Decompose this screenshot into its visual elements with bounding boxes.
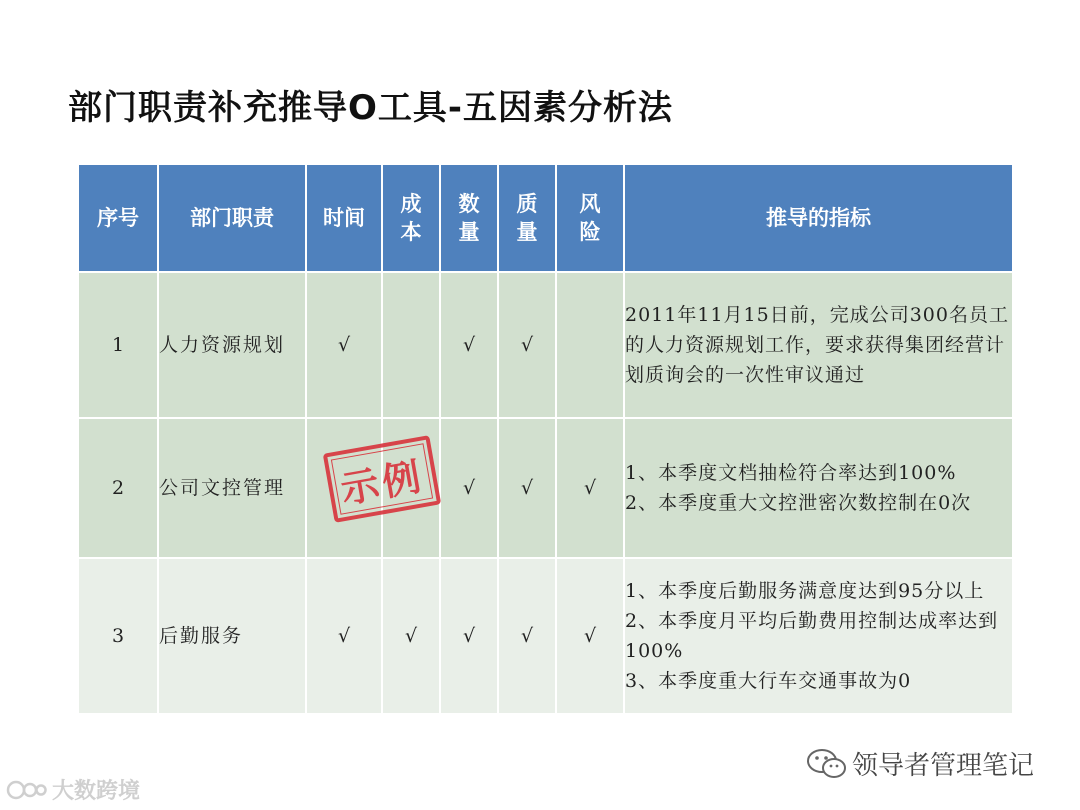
row-indicator bbox=[624, 418, 1013, 558]
row-indicator bbox=[624, 558, 1013, 714]
header-risk bbox=[556, 164, 624, 272]
check-risk bbox=[556, 272, 624, 418]
five-factor-table bbox=[77, 163, 1014, 715]
row-duty: 公司文控管理 bbox=[158, 418, 306, 558]
check-quantity: √ bbox=[440, 418, 498, 558]
check-time: √ bbox=[306, 558, 382, 714]
page-title: 部门职责补充推导O工具-五因素分析法 bbox=[68, 88, 674, 128]
example-stamp: 示例 bbox=[323, 435, 442, 523]
row-duty: 人力资源规划 bbox=[158, 272, 306, 418]
check-quantity: √ bbox=[440, 272, 498, 418]
corner-logo-icon bbox=[6, 777, 48, 803]
indicator-line: 2、本季度重大文控泄密次数控制在0次 bbox=[625, 492, 972, 514]
header-risk-label: 风险 bbox=[579, 192, 601, 244]
wechat-watermark bbox=[806, 745, 1034, 782]
check-cost: √ bbox=[382, 558, 440, 714]
check-quality: √ bbox=[498, 558, 556, 714]
corner-watermark bbox=[6, 774, 140, 805]
header-duty: 部门职责 bbox=[158, 164, 306, 272]
row-number: 2 bbox=[78, 418, 158, 558]
header-quantity bbox=[440, 164, 498, 272]
table-row bbox=[78, 272, 1013, 418]
header-time: 时间 bbox=[306, 164, 382, 272]
header-indicator: 推导的指标 bbox=[624, 164, 1013, 272]
indicator-line: 3、本季度重大行车交通事故为0 bbox=[625, 670, 912, 692]
indicator-line: 1、本季度文档抽检符合率达到100% bbox=[625, 462, 957, 484]
header-seq: 序号 bbox=[78, 164, 158, 272]
header-quality bbox=[498, 164, 556, 272]
check-risk: √ bbox=[556, 558, 624, 714]
wechat-account-name: 领导者管理笔记 bbox=[852, 751, 1035, 781]
row-duty: 后勤服务 bbox=[158, 558, 306, 714]
indicator-line: 2011年11月15日前，完成公司300名员工的人力资源规划工作，要求获得集团经营计划质询会的一次性审议通过 bbox=[625, 304, 1009, 386]
indicator-line: 1、本季度后勤服务满意度达到95分以上 bbox=[625, 580, 985, 602]
indicator-line: 2、本季度月平均后勤费用控制达成率达到100% bbox=[625, 610, 999, 662]
table-row bbox=[78, 558, 1013, 714]
header-quality-label: 质量 bbox=[516, 192, 538, 244]
check-quality: √ bbox=[498, 418, 556, 558]
wechat-icon bbox=[806, 747, 848, 781]
row-number: 3 bbox=[78, 558, 158, 714]
row-indicator bbox=[624, 272, 1013, 418]
check-time: √ bbox=[306, 272, 382, 418]
check-quality: √ bbox=[498, 272, 556, 418]
check-quantity: √ bbox=[440, 558, 498, 714]
table-header-row bbox=[78, 164, 1013, 272]
header-cost bbox=[382, 164, 440, 272]
header-cost-label: 成本 bbox=[400, 192, 422, 244]
corner-watermark-text: 大数跨境 bbox=[52, 779, 141, 804]
table-row bbox=[78, 418, 1013, 558]
check-risk: √ bbox=[556, 418, 624, 558]
row-number: 1 bbox=[78, 272, 158, 418]
check-cost bbox=[382, 272, 440, 418]
header-quantity-label: 数量 bbox=[458, 192, 480, 244]
